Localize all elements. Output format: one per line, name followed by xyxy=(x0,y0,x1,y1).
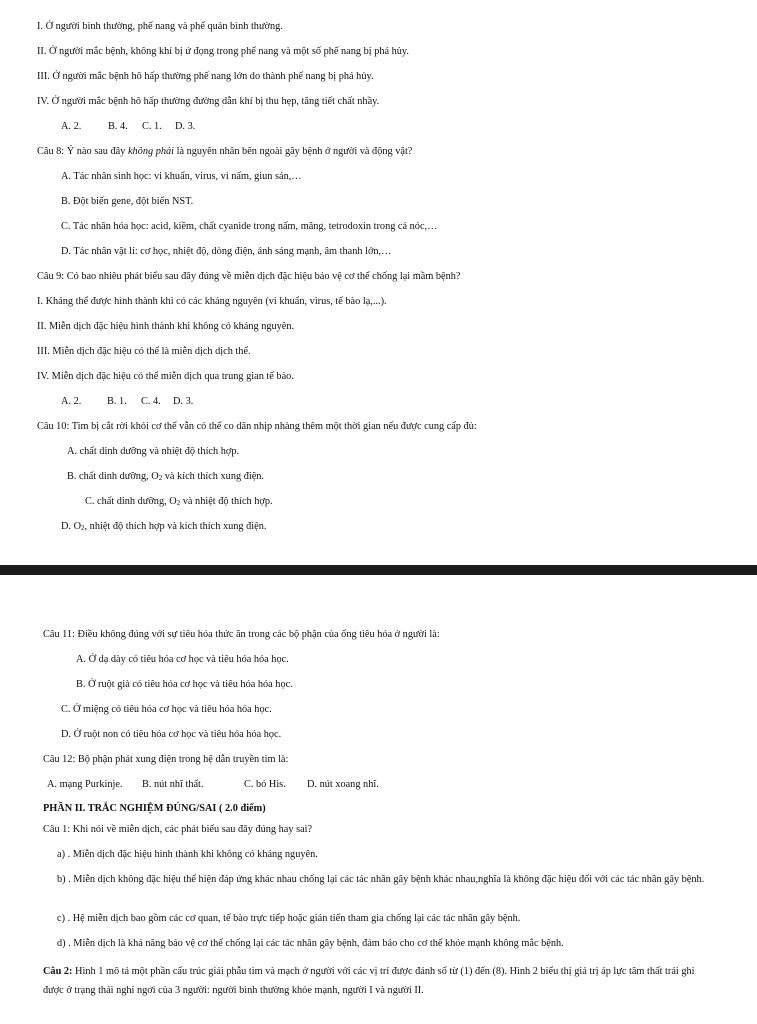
q10-b-subscript: 2 xyxy=(158,474,163,482)
question-8 xyxy=(37,145,412,158)
q9-option-a[interactable]: A. 2. xyxy=(61,396,82,407)
p2q2-text: Hình 1 mô tả một phần cấu trúc giải phẫu tim và mạch ở người với các vị trí được đánh số từ (1) đến (8). Hình 2 biểu thị giá trị áp lực tâm thất trái ghi được ở trạng thái nghỉ ngơi của 3 người: người bình thường khỏe mạnh, người I và người II. xyxy=(43,966,695,996)
q12-option-b[interactable]: B. nút nhĩ thất. xyxy=(142,779,204,790)
q7-option-d[interactable]: D. 3. xyxy=(175,121,196,132)
p2q1-statement-b[interactable]: b) . Miễn dịch không đặc hiệu thể hiện đáp ứng khác nhau chống lại các tác nhân gây bệnh khác nhau,nghĩa là không đặc hiệu đối với các tác nhân gây bệnh. xyxy=(57,874,705,885)
q7-option-a[interactable]: A. 2. xyxy=(61,121,82,132)
p2q1-statement-a[interactable]: a) . Miễn dịch đặc hiệu hình thành khi không có kháng nguyên. xyxy=(57,849,318,860)
q8-emphasis: không phải xyxy=(127,146,174,157)
q10-d-subscript: 2 xyxy=(81,524,85,532)
q12-option-d[interactable]: D. nút xoang nhĩ. xyxy=(307,779,379,790)
q11-option-b[interactable]: B. Ở ruột già có tiêu hóa cơ học và tiêu hóa hóa học. xyxy=(76,679,293,690)
q8-prefix: Câu 8: Ý nào sau đây xyxy=(37,146,126,157)
q9-statement-iv: IV. Miễn dịch đặc hiệu có thể miễn dịch qua trung gian tế bào. xyxy=(37,371,294,382)
q10-option-b[interactable] xyxy=(67,470,264,483)
page-separator xyxy=(0,565,757,575)
q10-b-text-2: và kích thích xung điện. xyxy=(164,471,264,482)
question-9: Câu 9: Có bao nhiêu phát biểu sau đây đúng về miễn dịch đặc hiệu bảo vệ cơ thể chống lại mầm bệnh? xyxy=(37,271,461,282)
q9-statement-iii: III. Miễn dịch đặc hiệu có thể là miễn dịch dịch thể. xyxy=(37,346,251,357)
q9-option-b[interactable]: B. 1. xyxy=(107,396,127,407)
q8-suffix: là nguyên nhân bên ngoài gây bệnh ở người và động vật? xyxy=(176,146,413,157)
q10-option-a[interactable]: A. chất dinh dưỡng và nhiệt độ thích hợp. xyxy=(67,446,240,457)
statement-ii: II. Ở người mắc bệnh, không khí bị ứ đọng trong phế nang và một số phế nang bị phá hủy. xyxy=(37,46,409,57)
part2-question-1: Câu 1: Khi nói về miễn dịch, các phát biểu sau đây đúng hay sai? xyxy=(43,824,313,835)
part2-question-2 xyxy=(43,962,709,1000)
q9-statement-ii: II. Miễn dịch đặc hiệu hình thành khi không có kháng nguyên. xyxy=(37,321,295,332)
q10-d-text-2: , nhiệt độ thích hợp và kích thích xung điện. xyxy=(84,521,267,532)
q9-statement-i: I. Kháng thể được hình thành khi có các kháng nguyên (vi khuẩn, virus, tế bào lạ,...). xyxy=(37,296,387,307)
q9-option-d[interactable]: D. 3. xyxy=(173,396,194,407)
question-11: Câu 11: Điều không đúng với sự tiêu hóa thức ăn trong các bộ phận của ống tiêu hóa ở người là: xyxy=(43,629,440,640)
statement-iv: IV. Ở người mắc bệnh hô hấp thường đường dẫn khí bị thu hẹp, tăng tiết chất nhầy. xyxy=(37,96,380,107)
q11-option-d[interactable]: D. Ở ruột non có tiêu hóa cơ học và tiêu hóa hóa học. xyxy=(61,729,282,740)
q12-option-c[interactable]: C. bó His. xyxy=(244,779,286,790)
p2q2-label: Câu 2: xyxy=(43,966,73,977)
q8-option-b[interactable]: B. Đột biến gene, đột biến NST. xyxy=(61,196,194,207)
q7-option-b[interactable]: B. 4. xyxy=(108,121,128,132)
q9-option-c[interactable]: C. 4. xyxy=(141,396,161,407)
q12-option-a[interactable]: A. mạng Purkinje. xyxy=(47,779,123,790)
q8-option-a[interactable]: A. Tác nhân sinh học: vi khuẩn, virus, vi nấm, giun sán,… xyxy=(61,171,302,182)
statement-iii: III. Ở người mắc bệnh hô hấp thường phế nang lớn do thành phế nang bị phá hủy. xyxy=(37,71,374,82)
q10-c-text-2: và nhiệt độ thích hợp. xyxy=(182,496,273,507)
q8-option-d[interactable]: D. Tác nhân vật lí: cơ học, nhiệt độ, dòng điện, ánh sáng mạnh, âm thanh lớn,… xyxy=(61,246,392,257)
q11-option-a[interactable]: A. Ở dạ dày có tiêu hóa cơ học và tiêu hóa hóa học. xyxy=(76,654,289,665)
q11-option-c[interactable]: C. Ở miệng có tiêu hóa cơ học và tiêu hóa hóa học. xyxy=(61,704,272,715)
part-2-heading: PHẦN II. TRẮC NGHIỆM ĐÚNG/SAI ( 2.0 điểm) xyxy=(43,803,266,814)
q10-option-d[interactable] xyxy=(61,520,266,533)
q7-option-c[interactable]: C. 1. xyxy=(142,121,162,132)
q10-option-c[interactable] xyxy=(85,495,273,508)
p2q1-statement-d[interactable]: d) . Miễn dịch là khả năng bảo vệ cơ thể chống lại các tác nhân gây bệnh, đảm bảo cho cơ thể khỏe mạnh không mắc bệnh. xyxy=(57,938,564,949)
q8-option-c[interactable]: C. Tác nhân hóa học: acid, kiềm, chất cyanide trong nấm, măng, tetrodoxin trong cá nóc,… xyxy=(61,221,438,232)
question-12: Câu 12: Bộ phận phát xung điện trong hệ dẫn truyền tim là: xyxy=(43,754,289,765)
question-10: Câu 10: Tim bị cắt rời khỏi cơ thể vẫn có thể co dãn nhịp nhàng thêm một thời gian nếu được cung cấp đủ: xyxy=(37,421,477,432)
q10-d-text-1: D. O xyxy=(61,521,82,532)
q10-c-subscript: 2 xyxy=(176,499,181,507)
q10-b-text-1: B. chất dinh dưỡng, O xyxy=(67,471,159,482)
statement-i: I. Ở người bình thường, phế nang và phế quản bình thường. xyxy=(37,21,283,32)
q10-c-text-1: C. chất dinh dưỡng, O xyxy=(85,496,177,507)
p2q1-statement-c[interactable]: c) . Hệ miễn dịch bao gồm các cơ quan, tế bào trực tiếp hoặc gián tiến tham gia chống lại các tác nhân gây bệnh. xyxy=(57,913,521,924)
